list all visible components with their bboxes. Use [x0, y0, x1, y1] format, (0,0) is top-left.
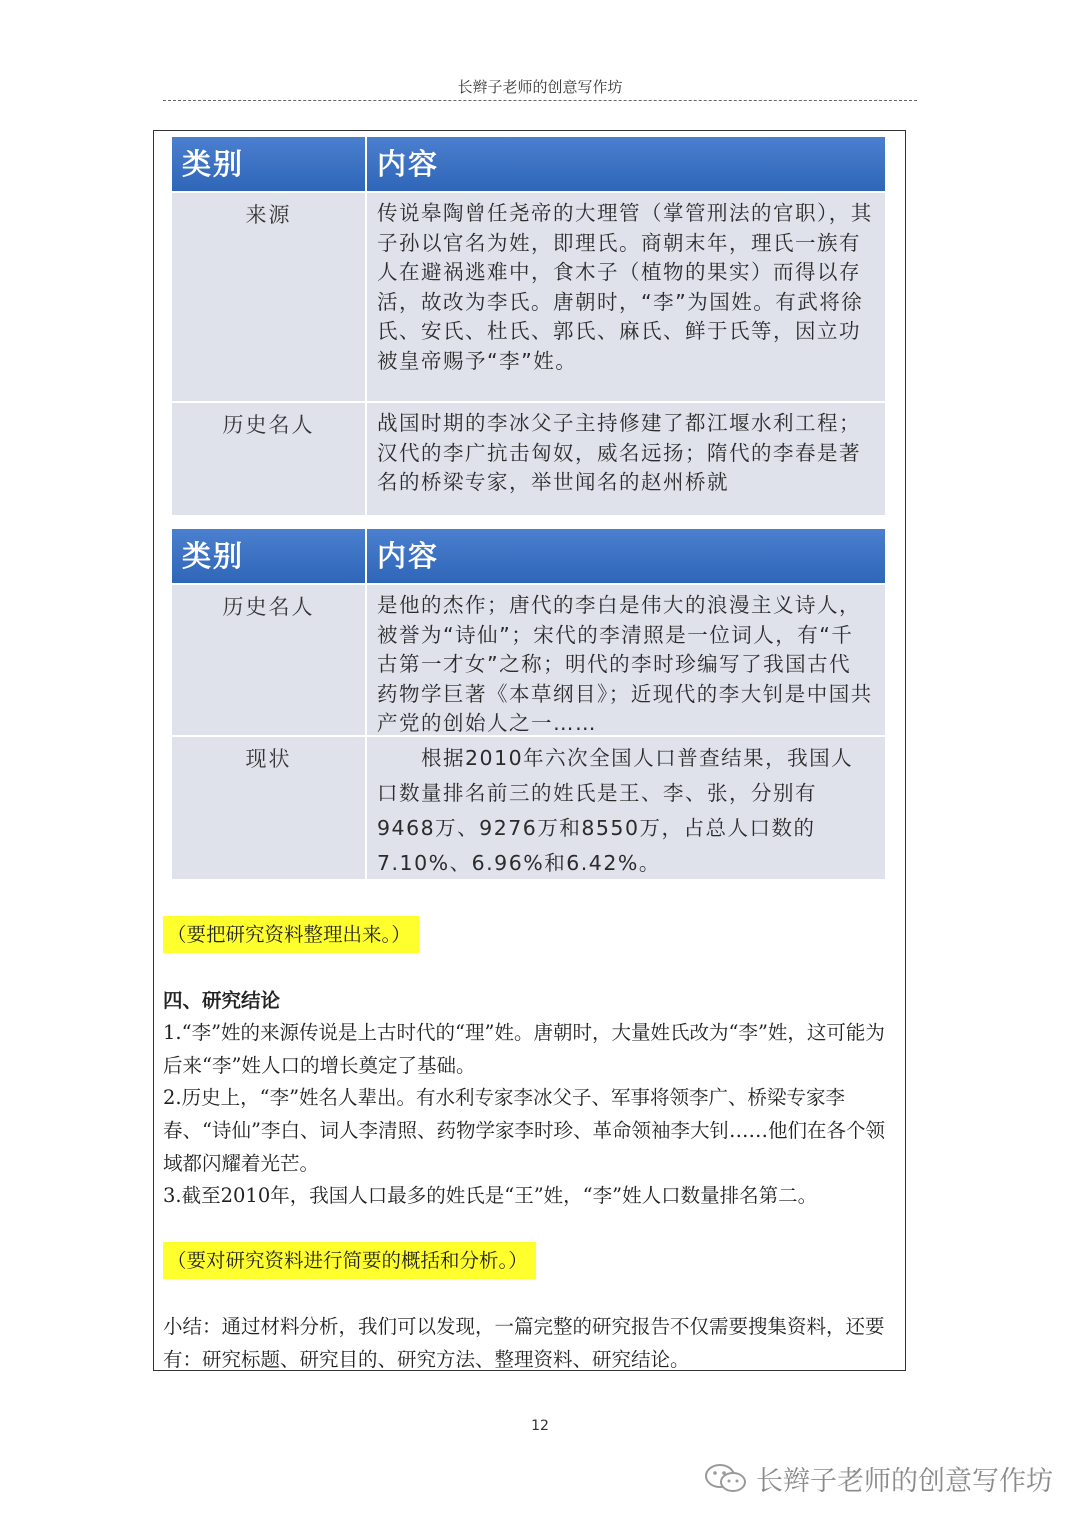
table-row	[172, 191, 885, 401]
watermark	[704, 1459, 1053, 1498]
section-title: 四、研究结论	[163, 989, 281, 1012]
header-content: 内容	[377, 147, 440, 181]
header-content: 内容	[377, 539, 440, 573]
conclusion-paragraph: 1.“李”姓的来源传说是上古时代的“理”姓。唐朝时，大量姓氏改为“李”姓，这可能为后来“李”姓人口的增长奠定了基础。	[163, 1021, 885, 1077]
header-divider	[163, 100, 917, 101]
watermark-text: 长辫子老师的创意写作坊	[756, 1466, 1053, 1497]
table-header	[172, 529, 885, 583]
header-category: 类别	[172, 529, 367, 583]
summary-paragraph: 小结：通过材料分析，我们可以发现，一篇完整的研究报告不仅需要搜集资料，还要有：研究标题、研究目的、研究方法、整理资料、研究结论。	[163, 1315, 885, 1371]
note-highlight	[163, 1242, 898, 1279]
row-label: 历史名人	[172, 585, 367, 735]
research-table-part2	[172, 529, 885, 879]
highlight-text: （要对研究资料进行简要的概括和分析。）	[163, 1242, 536, 1279]
conclusion-paragraph: 3.截至2010年，我国人口最多的姓氏是“王”姓，“李”姓人口数量排名第二。	[163, 1184, 818, 1207]
header-category: 类别	[172, 137, 367, 191]
conclusion-paragraph: 2.历史上，“李”姓名人辈出。有水利专家李冰父子、军事将领李广、桥梁专家李春、“诗仙”李白、词人李清照、药物学家李时珍、革命领袖李大钊……他们在各个领域都闪耀着光芒。	[163, 1086, 885, 1175]
table-row	[172, 583, 885, 735]
row-content: 传说皋陶曾任尧帝的大理管（掌管刑法的官职），其子孙以官名为姓，即理氏。商朝末年，理氏一族有人在避祸逃难中，食木子（植物的果实）而得以存活，故改为李氏。唐朝时，“李”为国姓。有武将徐氏、安氏、杜氏、郭氏、麻氏、鲜于氏等，因立功被皇帝赐予“李”姓。	[377, 201, 873, 373]
row-content: 根据2010年六次全国人口普查结果，我国人口数量排名前三的姓氏是王、李、张，分别有9468万、9276万和8550万，占总人口数的7.10%、6.96%和6.42%。	[377, 746, 854, 875]
page-number: 12	[531, 1418, 549, 1434]
row-label: 来源	[172, 193, 367, 401]
note-highlight	[163, 916, 898, 953]
highlight-text: （要把研究资料整理出来。）	[163, 916, 419, 953]
row-content: 是他的杰作；唐代的李白是伟大的浪漫主义诗人，被誉为“诗仙”；宋代的李清照是一位词人，有“千古第一才女”之称；明代的李时珍编写了我国古代药物学巨著《本草纲目》；近现代的李大钊是中国共产党的创始人之一……	[377, 593, 873, 735]
table-row	[172, 735, 885, 879]
table-header	[172, 137, 885, 191]
research-table-part1	[172, 137, 885, 515]
row-label: 现状	[172, 737, 367, 879]
wechat-icon	[704, 1463, 748, 1495]
table-row	[172, 401, 885, 515]
row-content: 战国时期的李冰父子主持修建了都江堰水利工程；汉代的李广抗击匈奴，威名远扬；隋代的李春是著名的桥梁专家，举世闻名的赵州桥就	[377, 411, 861, 494]
page-header-title: 长辫子老师的创意写作坊	[457, 78, 623, 96]
row-label: 历史名人	[172, 403, 367, 515]
